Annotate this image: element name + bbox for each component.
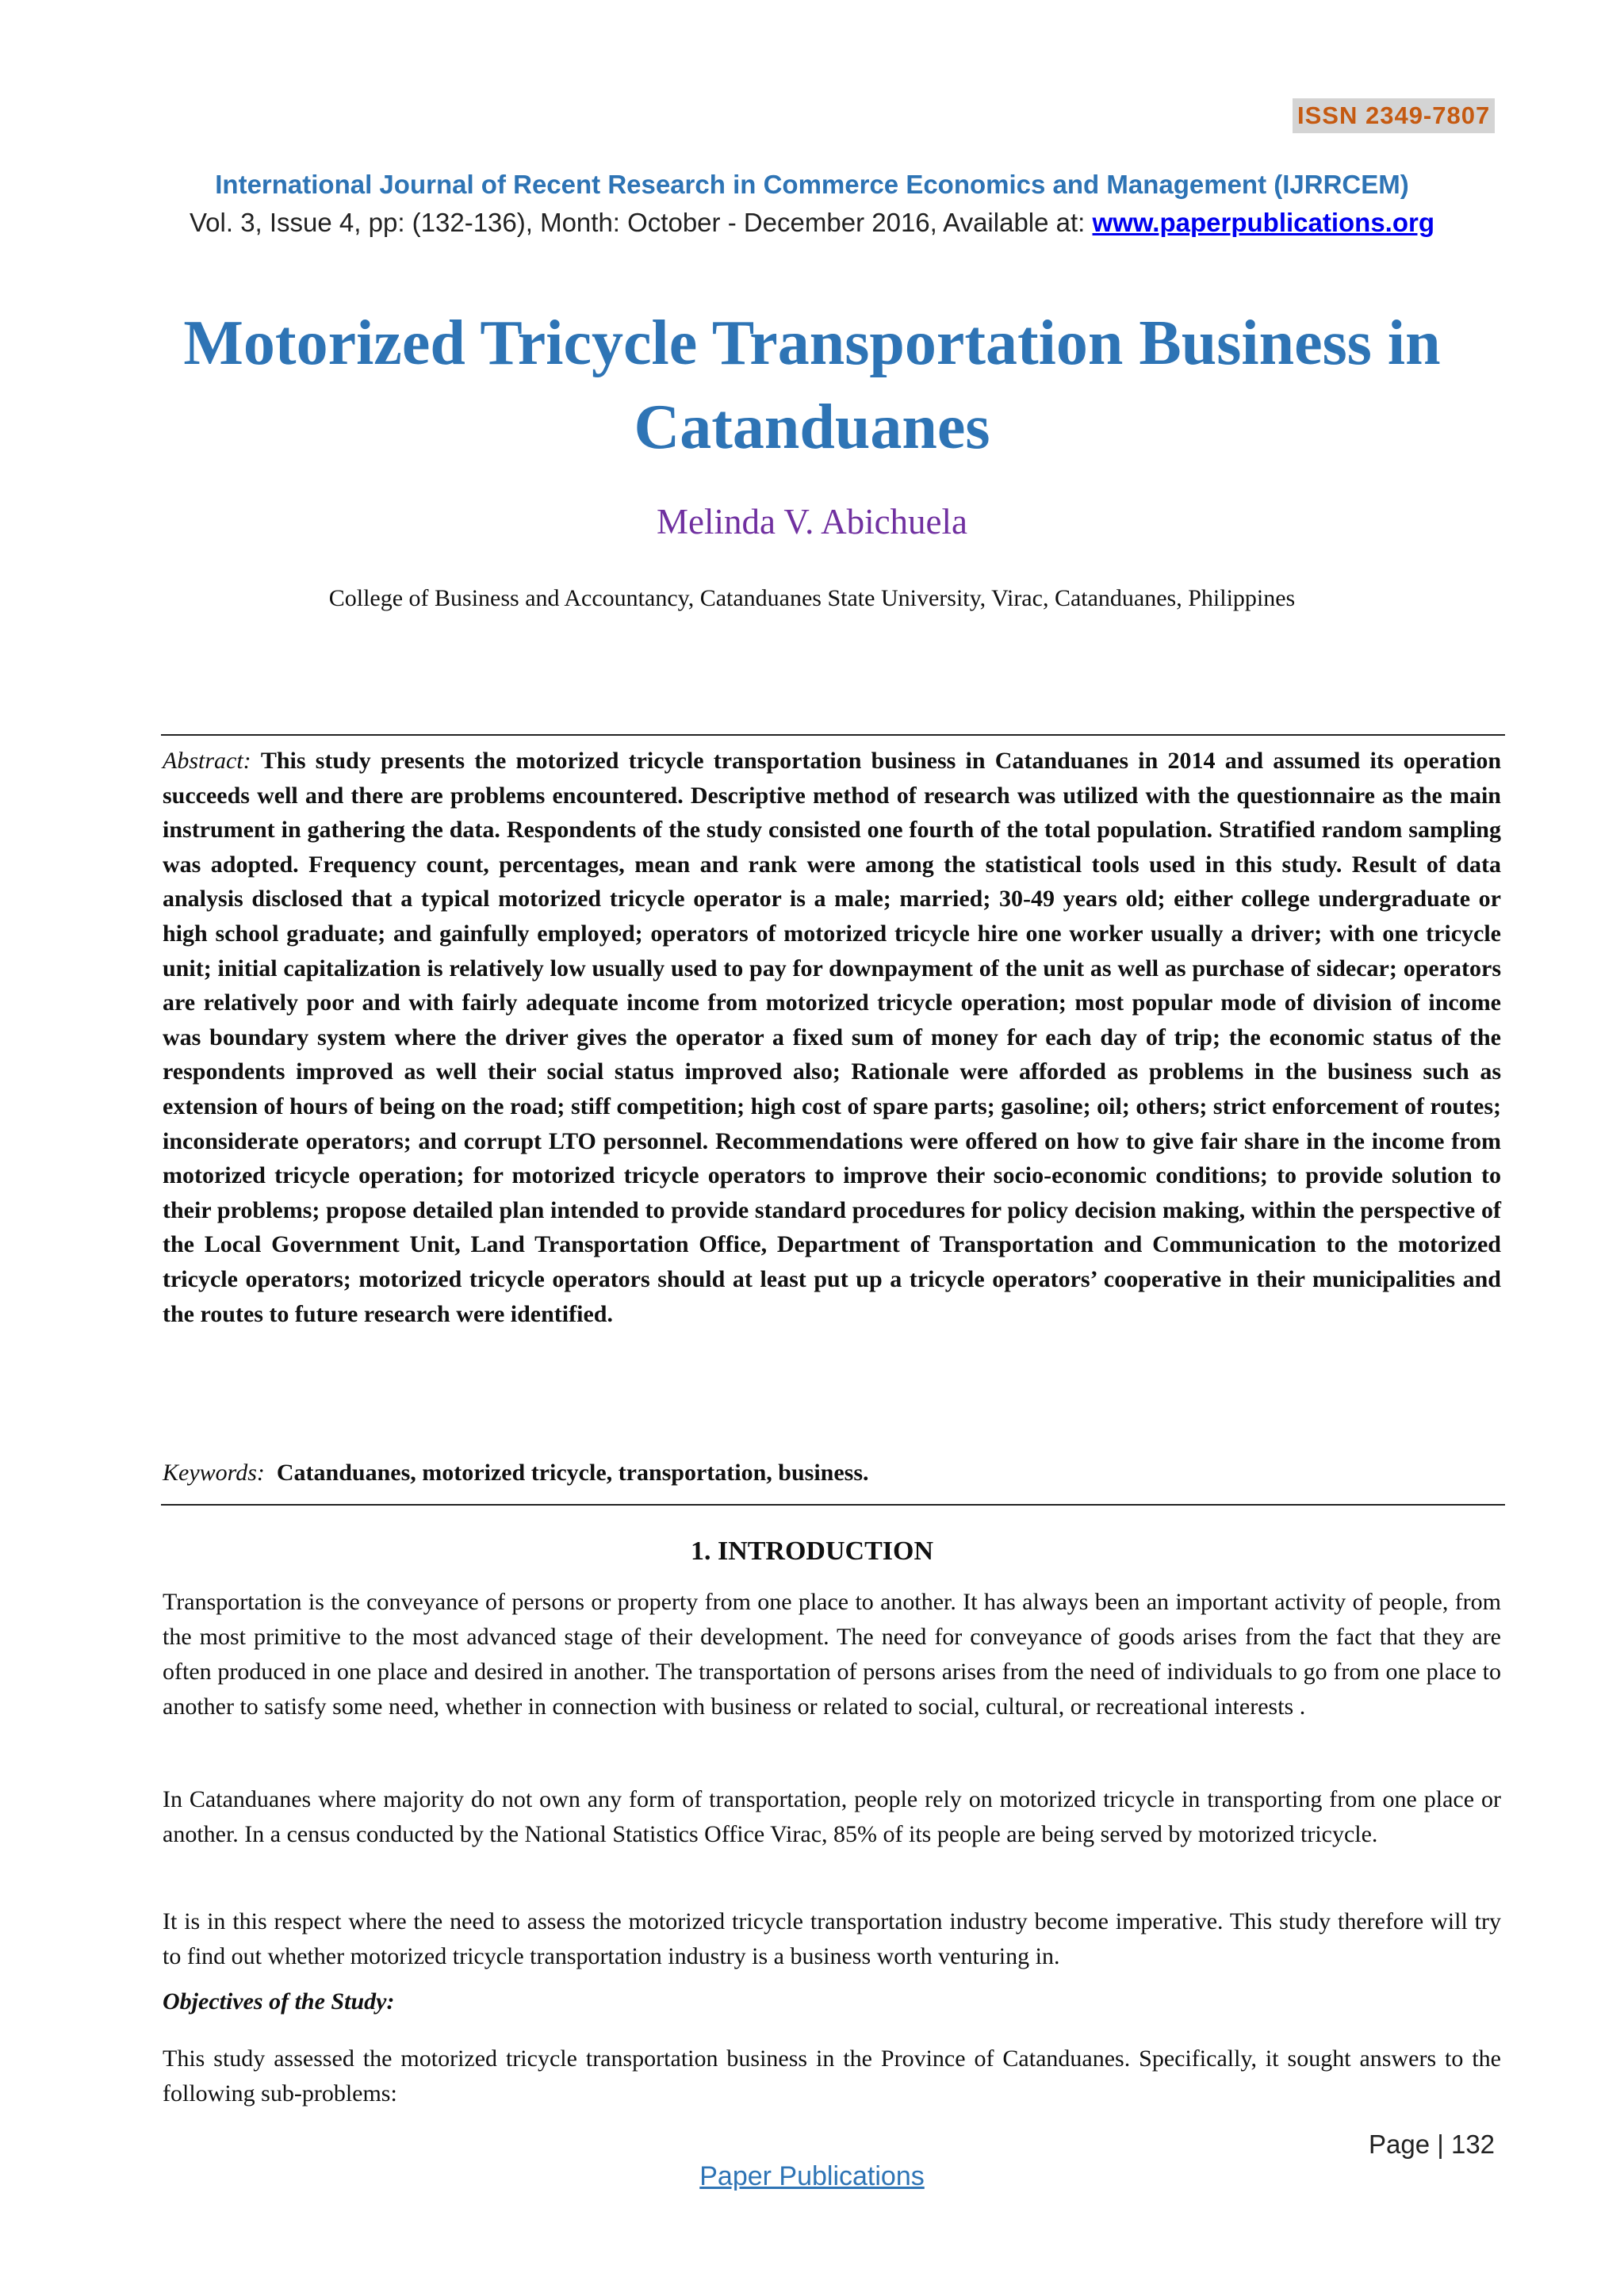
keywords-text: Catanduanes, motorized tricycle, transportation, business.	[276, 1460, 869, 1486]
keywords	[163, 1456, 1501, 1490]
objectives-paragraph: This study assessed the motorized tricycle transportation business in the Province of Catanduanes. Specifically, it sought answers to the following sub-problems:	[163, 2045, 1501, 2107]
author-affiliation: College of Business and Accountancy, Catanduanes State University, Virac, Catanduanes, Philippines	[328, 585, 1296, 611]
journal-website-link[interactable]: www.paperpublications.org	[1092, 208, 1435, 237]
abstract-bottom-rule	[161, 1504, 1505, 1506]
intro-paragraph: In Catanduanes where majority do not own any form of transportation, people rely on motorized tricycle in transporting from one place or another. In a census conducted by the National Statistics Office Virac, 85% of its people are being served by motorized tricycle.	[163, 1786, 1501, 1847]
publisher-link[interactable]: Paper Publications	[699, 2161, 925, 2191]
paper-title: Motorized Tricycle Transportation Business in Catanduanes	[183, 308, 1441, 462]
intro-paragraph: Transportation is the conveyance of persons or property from one place to another. It has always been an important activity of people, from the most primitive to the most advanced stage of their development. The need for conveyance of goods arises from the fact that they are often produced in one place and desired in another. The transportation of persons arises from the need of individuals to go from one place to another to satisfy some need, whether in connection with business or related to social, cultural, or recreational interests .	[163, 1589, 1501, 1720]
objectives-heading: Objectives of the Study:	[163, 1988, 395, 2015]
abstract-label: Abstract:	[163, 748, 251, 774]
abstract-text: This study presents the motorized tricycle transportation business in Catanduanes in 2014 and assumed its operation succeeds well and there are problems encountered. Descriptive method of research was utilized with the questionnaire as the main instrument in gathering the data. Respondents of the study consisted one fourth of the total population. Stratified random sampling was adopted. Frequency count, percentages, mean and rank were among the statistical tools used in this study. Result of data analysis disclosed that a typical motorized tricycle operator is a male; married; 30-49 years old; either college undergraduate or high school graduate; and gainfully employed; operators of motorized tricycle hire one worker usually a driver; with one tricycle unit; initial capitalization is relatively low usually used to pay for downpayment of the unit as well as purchase of sidecar; operators are relatively poor and with fairly adequate income from motorized tricycle operation; most popular mode of division of income was boundary system where the driver gives the operator a fixed sum of money for each day of trip; the economic status of the respondents improved as well their social status improved also; Rationale were afforded as problems in the business such as extension of hours of being on the road; stiff competition; high cost of spare parts; gasoline; oil; others; strict enforcement of routes; inconsiderate operators; and corrupt LTO personnel. Recommendations were offered on how to give fair share in the income from motorized tricycle operation; for motorized tricycle operators to improve their socio-economic conditions; to provide solution to their problems; propose detailed plan intended to provide standard procedures for policy decision making, within the perspective of the Local Government Unit, Land Transportation Office, Department of Transportation and Communication to the motorized tricycle operators; motorized tricycle operators should at least put up a tricycle operators’ cooperative in their municipalities and the routes to future research were identified.	[163, 748, 1502, 1327]
volume-text: Vol. 3, Issue 4, pp: (132-136), Month: October - December 2016, Available at:	[189, 208, 1093, 237]
author-name: Melinda V. Abichuela	[656, 502, 968, 541]
abstract-top-rule	[161, 734, 1505, 736]
section-heading-introduction: 1. INTRODUCTION	[690, 1536, 934, 1566]
journal-name: International Journal of Recent Research in Commerce Economics and Management (IJRRCEM)	[215, 170, 1409, 199]
abstract	[163, 744, 1501, 1331]
intro-paragraph: It is in this respect where the need to assess the motorized tricycle transportation industry become imperative. This study therefore will try to find out whether motorized tricycle transportation industry is a business worth venturing in.	[163, 1908, 1501, 1969]
volume-info	[0, 208, 1624, 238]
issn-badge: ISSN 2349-7807	[1293, 98, 1495, 133]
page-number: Page | 132	[1369, 2130, 1496, 2159]
keywords-label: Keywords:	[163, 1460, 265, 1486]
